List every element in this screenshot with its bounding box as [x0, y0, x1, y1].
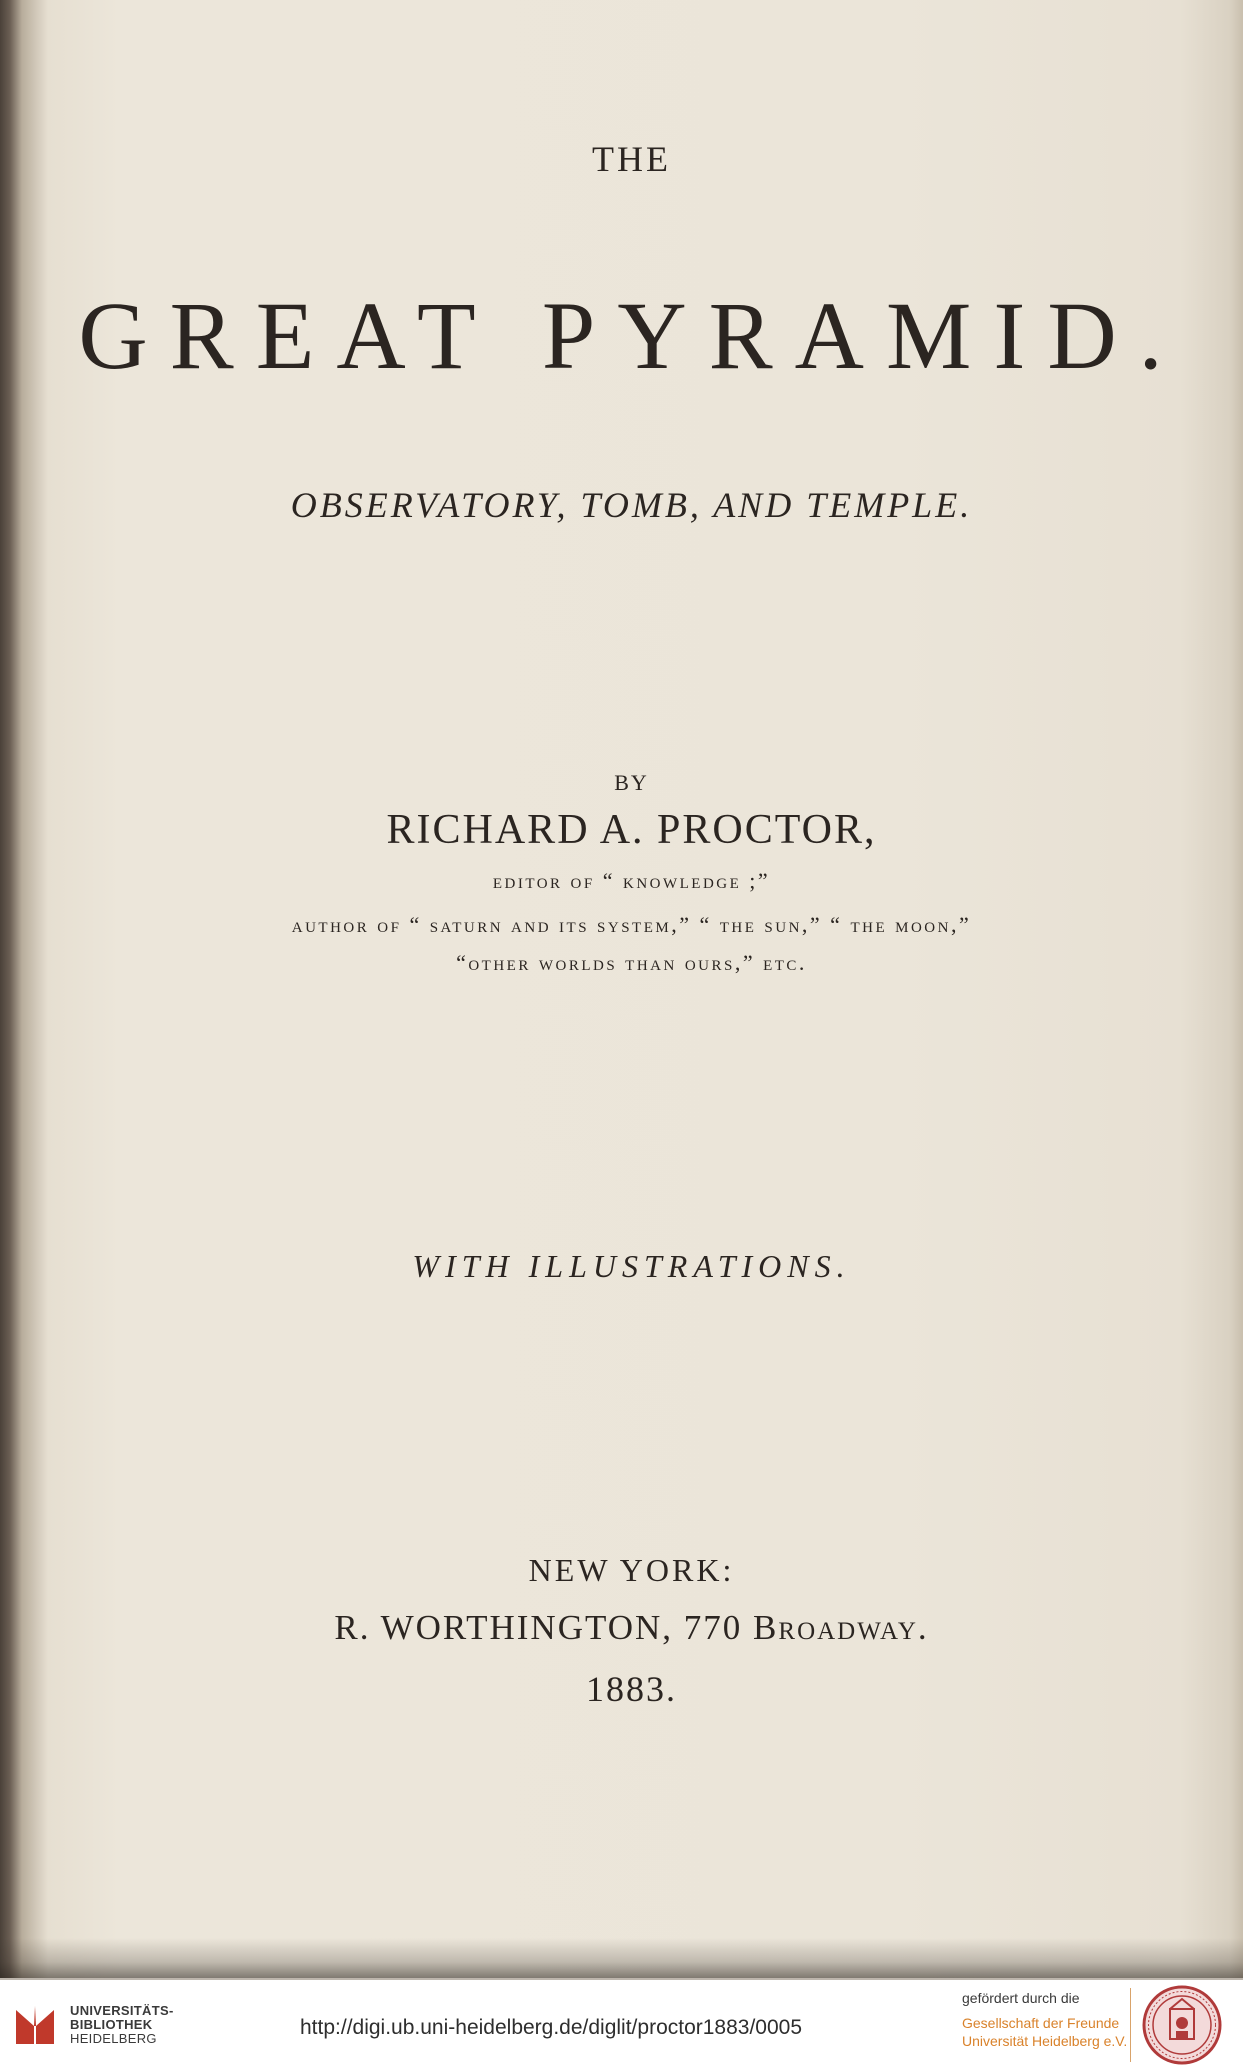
publication-city: NEW YORK: [528, 1552, 735, 1588]
footer-bar [0, 1978, 1243, 2070]
library-name[interactable] [70, 2004, 174, 2046]
sponsor-name-line-1: Gesellschaft der Freunde [962, 2015, 1120, 2031]
book-title: GREAT PYRAMID. [78, 282, 1185, 389]
permalink-url[interactable]: http://digi.ub.uni-heidelberg.de/diglit/proctor1883/0005 [300, 2016, 803, 2039]
by-line: BY [614, 770, 649, 795]
library-name-line-2: BIBLIOTHEK [70, 2017, 153, 2032]
publisher [10, 1608, 1243, 1648]
publisher-street: Broadway. [753, 1608, 929, 1647]
with-illustrations: WITH ILLUSTRATIONS. [412, 1248, 851, 1284]
library-name-line-1: UNIVERSITÄTS- [70, 2003, 174, 2018]
publication-year: 1883. [586, 1669, 677, 1709]
library-name-line-3: HEIDELBERG [70, 2031, 157, 2046]
publisher-name: R. WORTHINGTON, 770 [334, 1608, 743, 1647]
sponsor-name[interactable] [962, 2014, 1127, 2050]
sponsor-name-line-2: Universität Heidelberg e.V. [962, 2033, 1128, 2049]
author-credit-works: author of “ saturn and its system,” “ the sun,” “ the moon,” [291, 912, 972, 937]
author-credit-editor: editor of “ knowledge ;” [492, 868, 771, 893]
author-credit-other: “other worlds than ours,” etc. [456, 950, 807, 975]
library-logo-icon[interactable] [10, 2000, 60, 2050]
title-the: THE [592, 139, 671, 179]
university-seal-icon [1142, 1985, 1222, 2065]
author-name: RICHARD A. PROCTOR, [386, 807, 877, 853]
footer-divider [1130, 1988, 1131, 2062]
sponsor-label: gefördert durch die [962, 1990, 1080, 2006]
book-subtitle: OBSERVATORY, TOMB, AND TEMPLE. [290, 485, 973, 525]
